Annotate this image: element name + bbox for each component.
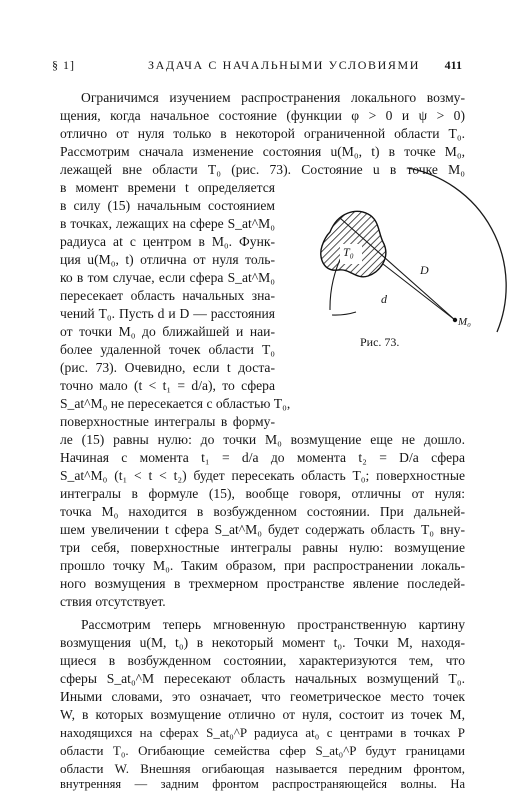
- text-line: области T₀. Огибающие семейства сфер S_at₀^P будут границами: [60, 743, 465, 758]
- text-line: Рассмотрим теперь мгновенную пространственную картину: [81, 617, 465, 632]
- text-line: сферы S_at₀^M пересекают область начальных возмущений T₀.: [60, 671, 465, 686]
- text-line: отлично от нуля только в некоторой ограниченной области T₀.: [60, 126, 465, 141]
- text-line: в момент времени t определяется: [60, 180, 275, 195]
- text-line: поверхностные интегралы в форму-: [60, 414, 275, 429]
- text-line: Ограничимся изучением распространения локального возму-: [81, 90, 465, 105]
- distance-line-d: [383, 264, 455, 320]
- text-line: пересекает область начальных зна-: [60, 288, 275, 303]
- text-line: W, в которых возмущение отлично от нуля, состоит из точек M,: [60, 707, 465, 722]
- text-line: внутренняя — задним фронтом распространяющейся волны. На: [60, 777, 465, 791]
- text-line: ция u(M₀, t) отлична от нуля толь-: [60, 252, 275, 267]
- text-line: возмущения u(M, t₀) в некоторый момент t₀. Точки M, находя-: [60, 635, 465, 650]
- text-line: в силу (15) начальным состоянием: [60, 198, 275, 213]
- text-line: щиеся в возбужденном состоянии, характеризуются тем, что: [60, 653, 465, 668]
- running-title: ЗАДАЧА С НАЧАЛЬНЫМИ УСЛОВИЯМИ: [148, 58, 421, 72]
- text-line: прошло точку M₀. Таким образом, при распространении локаль-: [60, 558, 465, 573]
- text-line: Иными словами, это означает, что геометрическое место точек: [60, 689, 465, 704]
- text-line: чений T₀. Пусть d и D — расстояния: [60, 306, 275, 321]
- near-sphere-arc-2: [332, 312, 356, 315]
- figure-label-D: D: [420, 263, 429, 277]
- text-line: Начиная с момента t₁ = d/a до момента t₂ = D/a сфера: [60, 450, 465, 465]
- text-line: лежащей вне области T₀ (рис. 73). Состояние u в точке M₀: [60, 162, 465, 177]
- text-line: шем увеличении t сфера S_at^M₀ будет содержать область T₀ вну-: [60, 522, 465, 537]
- page-number: 411: [444, 58, 462, 72]
- text-line: (рис. 73). Очевидно, если t доста-: [60, 360, 275, 375]
- text-line: ко в том случае, если сфера S_at^M₀: [60, 270, 275, 285]
- figure-label-m0: M₀: [458, 316, 471, 328]
- far-sphere-arc: [408, 168, 506, 332]
- text-line: от точки M₀ до ближайшей и наи-: [60, 324, 275, 339]
- text-line: находящихся на сферах S_at₀^P радиуса at₀ с центрами в точках P: [60, 725, 465, 740]
- figure-caption: Рис. 73.: [360, 335, 400, 349]
- text-line: ствия отсутствует.: [60, 594, 166, 609]
- text-line: S_at^M₀ не пересекается с областью T₀,: [60, 396, 291, 411]
- text-line: Рассмотрим сначала изменение состояния u(M₀, t) в точке M₀,: [60, 144, 465, 159]
- text-line: интегралы в формуле (15), вообще говоря, отличны от нуля:: [60, 486, 465, 501]
- text-line: точка M₀ находится в возбужденном состоянии. При дальней-: [60, 504, 465, 519]
- text-line: S_at^M₀ (t₁ < t < t₂) будет пересекать область T₀; поверхностные: [60, 468, 465, 483]
- figure-label-d: d: [381, 292, 387, 306]
- figure-label-t0: T₀: [343, 245, 354, 259]
- text-line: области W. Внешняя огибающая называется передним фронтом,: [60, 761, 465, 776]
- text-line: щения, когда начальное состояние (функции φ > 0 и ψ > 0): [60, 108, 465, 123]
- text-line: точно мало (t < t₁ = d/a), то сфера: [60, 378, 275, 393]
- text-line: ле (15) равны нулю: до точки M₀ возмущение еще не дошло.: [60, 432, 465, 447]
- point-m0: [453, 318, 457, 322]
- text-line: ного возмущения в трехмерном пространстве явление последей-: [60, 576, 465, 591]
- section-number: § 1]: [52, 58, 75, 72]
- text-line: в точках, лежащих на сфере S_at^M₀: [60, 216, 275, 231]
- text-line: радиуса at с центром в M₀. Функ-: [60, 234, 275, 249]
- text-line: три себя, поверхностные интегралы равны нулю: возмущение: [60, 540, 465, 555]
- text-line: более удаленной точек области T₀: [60, 342, 275, 357]
